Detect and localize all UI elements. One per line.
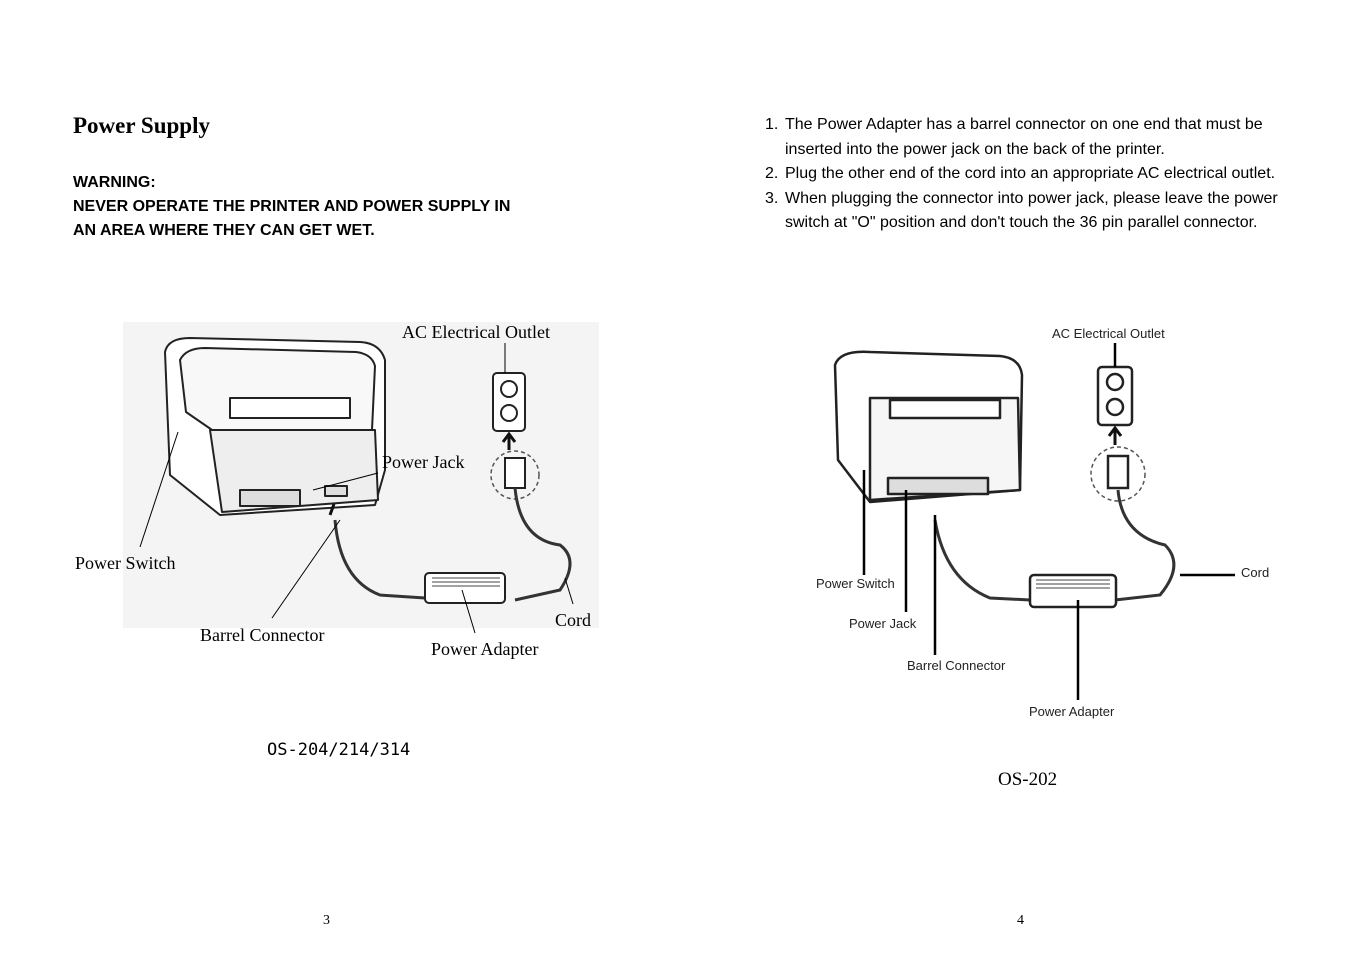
label-power-switch-right: Power Switch [816, 576, 895, 591]
label-power-jack-right: Power Jack [849, 616, 917, 631]
instruction-item: 2. Plug the other end of the cord into an appropriate AC electrical outlet. [765, 165, 1276, 182]
label-barrel-connector: Barrel Connector [200, 625, 325, 645]
label-power-jack: Power Jack [382, 452, 465, 472]
page-title: Power Supply [73, 113, 210, 138]
label-ac-outlet: AC Electrical Outlet [402, 322, 550, 342]
page-number-left: 3 [323, 913, 330, 928]
label-cord-right: Cord [1241, 565, 1270, 580]
warning-heading: WARNING: [73, 174, 156, 191]
label-power-adapter-right: Power Adapter [1029, 704, 1115, 719]
instruction-list [765, 113, 1305, 236]
figure-caption-left: OS-204/214/314 [267, 740, 411, 760]
instruction-item: 3. When plugging the connector into power jack, please leave the power switch at "O" position and don't touch the 36 pin parallel connector. [765, 189, 1278, 231]
figure-caption-right: OS-202 [998, 769, 1058, 790]
label-barrel-connector-right: Barrel Connector [907, 658, 1006, 673]
label-power-switch: Power Switch [75, 553, 176, 573]
label-cord: Cord [555, 610, 591, 630]
page-number-right: 4 [1017, 913, 1024, 928]
label-ac-outlet-right: AC Electrical Outlet [1052, 326, 1165, 341]
label-power-adapter: Power Adapter [431, 639, 539, 659]
warning-line: AN AREA WHERE THEY CAN GET WET. [73, 222, 375, 239]
warning-line: NEVER OPERATE THE PRINTER AND POWER SUPPLY IN [73, 198, 511, 215]
instruction-item: 1. The Power Adapter has a barrel connector on one end that must be inserted into the power jack on the back of the printer. [765, 116, 1263, 158]
